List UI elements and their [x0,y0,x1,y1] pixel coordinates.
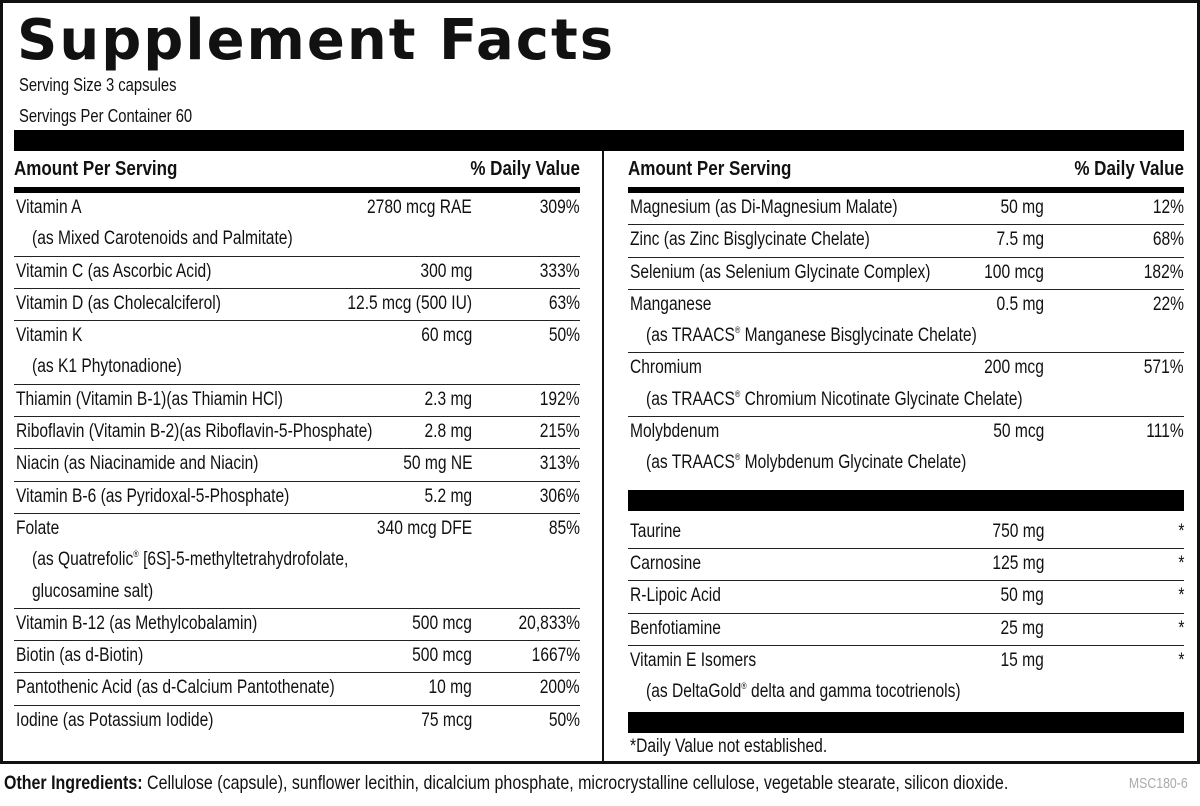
nutrient-name: Niacin (as Niacinamide and Niacin) [16,453,259,475]
nutrient-row-vitamin-d [14,289,580,321]
right-column [628,151,1184,763]
ingredient-name: R-Lipoic Acid [630,585,721,607]
other-ingredients-label: Other Ingredients: [4,772,143,794]
nutrient-name: Pantothenic Acid (as d-Calcium Pantothenate) [16,677,335,699]
nutrient-amount: 200 mcg [984,357,1044,379]
serving-size: Serving Size 3 capsules [19,75,177,95]
ingredient-daily-value: * [1177,585,1184,607]
nutrient-row-vitamin-c [14,257,580,289]
nutrient-amount: 10 mg [428,677,472,699]
nutrient-name: Magnesium (as Di-Magnesium Malate) [630,197,898,218]
ingredient-row-vitamin-e-isomers [628,646,1184,709]
nutrient-amount: 75 mcg [420,709,472,731]
nutrient-source: (as Mixed Carotenoids and Palmitate) [32,228,293,250]
other-ingredients-text: Cellulose (capsule), sunflower lecithin, dicalcium phosphate, microcrystalline cellulose, vegetable stearate, silicon dioxide. [142,772,1009,794]
nutrient-name: Iodine (as Potassium Iodide) [16,709,214,731]
nutrient-row-iodine [14,706,580,737]
nutrient-daily-value: 111% [1146,421,1184,443]
nutrient-source: (as TRAACS® Chromium Nicotinate Glycinate Chelate) [646,388,1023,410]
nutrient-daily-value: 20,833% [518,612,580,634]
nutrient-daily-value: 571% [1144,357,1184,379]
ingredient-amount: 125 mg [992,552,1044,574]
nutrient-row-vitamin-a [14,193,580,257]
registered-mark: ® [734,325,741,336]
nutrient-name: Folate [16,517,60,539]
nutrient-daily-value: 63% [548,292,580,314]
nutrient-row-molybdenum [628,417,1184,480]
nutrient-amount: 340 mcg DFE [376,517,472,539]
nutrient-daily-value: 50% [548,709,580,731]
nutrient-daily-value: 1667% [531,645,580,667]
nutrient-name: Vitamin B-6 (as Pyridoxal-5-Phosphate) [16,485,290,507]
footnote-divider-bar [628,712,1184,733]
ingredient-name: Vitamin E Isomers [630,649,757,671]
ingredient-daily-value: * [1177,552,1184,574]
nutrient-row-riboflavin [14,417,580,449]
nutrient-row-magnesium [628,193,1184,225]
nutrient-name: Riboflavin (Vitamin B-2)(as Riboflavin-5-Phosphate) [16,421,373,443]
nutrient-source: (as Quatrefolic® [6S]-5-methyltetrahydrofolate, [32,549,349,571]
column-divider [602,151,604,761]
nutrient-daily-value: 306% [540,485,580,507]
column-header [14,151,580,187]
amount-per-serving-heading: Amount Per Serving [628,157,792,180]
nutrient-name: Vitamin K [16,325,83,347]
nutrient-row-folate [14,514,580,609]
ingredient-source: (as DeltaGold® delta and gamma tocotrienols) [646,681,961,703]
daily-value-heading: % Daily Value [1074,157,1184,180]
other-ingredients [4,772,1008,795]
nutrient-daily-value: 192% [540,388,580,410]
nutrient-amount: 300 mg [420,260,472,282]
nutrient-source: (as TRAACS® Manganese Bisglycinate Chelate) [646,325,977,347]
daily-value-heading: % Daily Value [470,157,580,180]
nutrient-amount: 500 mcg [412,645,472,667]
product-code: MSC180-6 [1129,775,1188,792]
panel-title: Supplement Facts [17,8,616,73]
ingredient-daily-value: * [1177,520,1184,542]
nutrient-row-selenium [628,258,1184,290]
nutrient-row-chromium [628,353,1184,417]
ingredient-name: Taurine [630,520,682,542]
column-header [628,151,1184,187]
nutrient-daily-value: 85% [548,517,580,539]
nutrient-amount: 0.5 mg [996,293,1044,315]
nutrient-row-vitamin-k [14,321,580,385]
nutrient-amount: 2780 mcg RAE [367,197,472,218]
nutrient-name: Vitamin D (as Cholecalciferol) [16,292,221,314]
nutrient-daily-value: 313% [540,453,580,475]
daily-value-footnote: *Daily Value not established. [630,736,828,758]
nutrient-row-vitamin-b6 [14,482,580,514]
nutrient-name: Molybdenum [630,421,720,443]
ingredient-row-benfotiamine [628,614,1184,646]
nutrient-name: Vitamin B-12 (as Methylcobalamin) [16,612,258,634]
nutrient-amount: 100 mcg [984,261,1044,283]
registered-mark: ® [741,681,747,692]
nutrient-amount: 7.5 mg [996,229,1044,251]
top-divider-bar [14,130,1184,151]
nutrient-amount: 500 mcg [412,612,472,634]
nutrient-name: Thiamin (Vitamin B-1)(as Thiamin HCl) [16,388,283,410]
nutrient-row-manganese [628,290,1184,354]
nutrient-amount: 2.8 mg [424,421,472,443]
nutrient-name: Vitamin C (as Ascorbic Acid) [16,260,212,282]
servings-per-container: Servings Per Container 60 [19,106,193,126]
ingredient-name: Benfotiamine [630,617,721,639]
ingredient-daily-value: * [1177,617,1184,639]
nutrient-name: Manganese [630,293,712,315]
nutrient-source-continued: glucosamine salt) [32,580,154,602]
nutrient-source: (as TRAACS® Molybdenum Glycinate Chelate) [646,452,967,474]
ingredient-amount: 750 mg [992,520,1044,542]
nutrient-name: Selenium (as Selenium Glycinate Complex) [630,261,931,283]
nutrient-name: Vitamin A [16,197,82,218]
registered-mark: ® [133,549,139,560]
nutrient-daily-value: 309% [540,197,580,218]
nutrient-amount: 50 mg NE [402,453,472,475]
nutrient-daily-value: 200% [540,677,580,699]
ingredient-name: Carnosine [630,552,702,574]
nutrient-amount: 2.3 mg [424,388,472,410]
nutrient-amount: 50 mcg [992,421,1044,443]
nutrient-name: Chromium [630,357,702,379]
ingredient-daily-value: * [1177,649,1184,671]
nutrient-amount: 60 mcg [420,325,472,347]
nutrient-daily-value: 182% [1144,261,1184,283]
nutrient-daily-value: 215% [540,421,580,443]
nutrient-source: (as K1 Phytonadione) [32,356,182,378]
nutrient-amount: 5.2 mg [424,485,472,507]
nutrient-name: Zinc (as Zinc Bisglycinate Chelate) [630,229,870,251]
nutrient-row-vitamin-b12 [14,609,580,641]
nutrient-name: Biotin (as d-Biotin) [16,645,144,667]
nutrient-row-biotin [14,641,580,673]
nutrient-row-zinc [628,225,1184,257]
nutrient-amount: 50 mg [1000,197,1044,218]
nutrient-daily-value: 12% [1152,197,1184,218]
nutrient-amount: 12.5 mcg (500 IU) [347,292,472,314]
ingredient-amount: 25 mg [1000,617,1044,639]
nutrient-row-pantothenic-acid [14,673,580,705]
section-divider-bar [628,490,1184,511]
registered-mark: ® [734,452,741,463]
nutrient-daily-value: 50% [548,325,580,347]
left-column [14,151,580,737]
ingredient-row-taurine [628,517,1184,549]
nutrient-daily-value: 68% [1152,229,1184,251]
ingredient-amount: 15 mg [1000,649,1044,671]
registered-mark: ® [734,388,741,399]
amount-per-serving-heading: Amount Per Serving [14,157,178,180]
nutrient-daily-value: 333% [540,260,580,282]
ingredient-amount: 50 mg [1000,585,1044,607]
ingredient-row-r-lipoic-acid [628,581,1184,613]
nutrient-row-niacin [14,449,580,481]
nutrient-row-thiamin [14,385,580,417]
ingredient-row-carnosine [628,549,1184,581]
nutrient-daily-value: 22% [1152,293,1184,315]
